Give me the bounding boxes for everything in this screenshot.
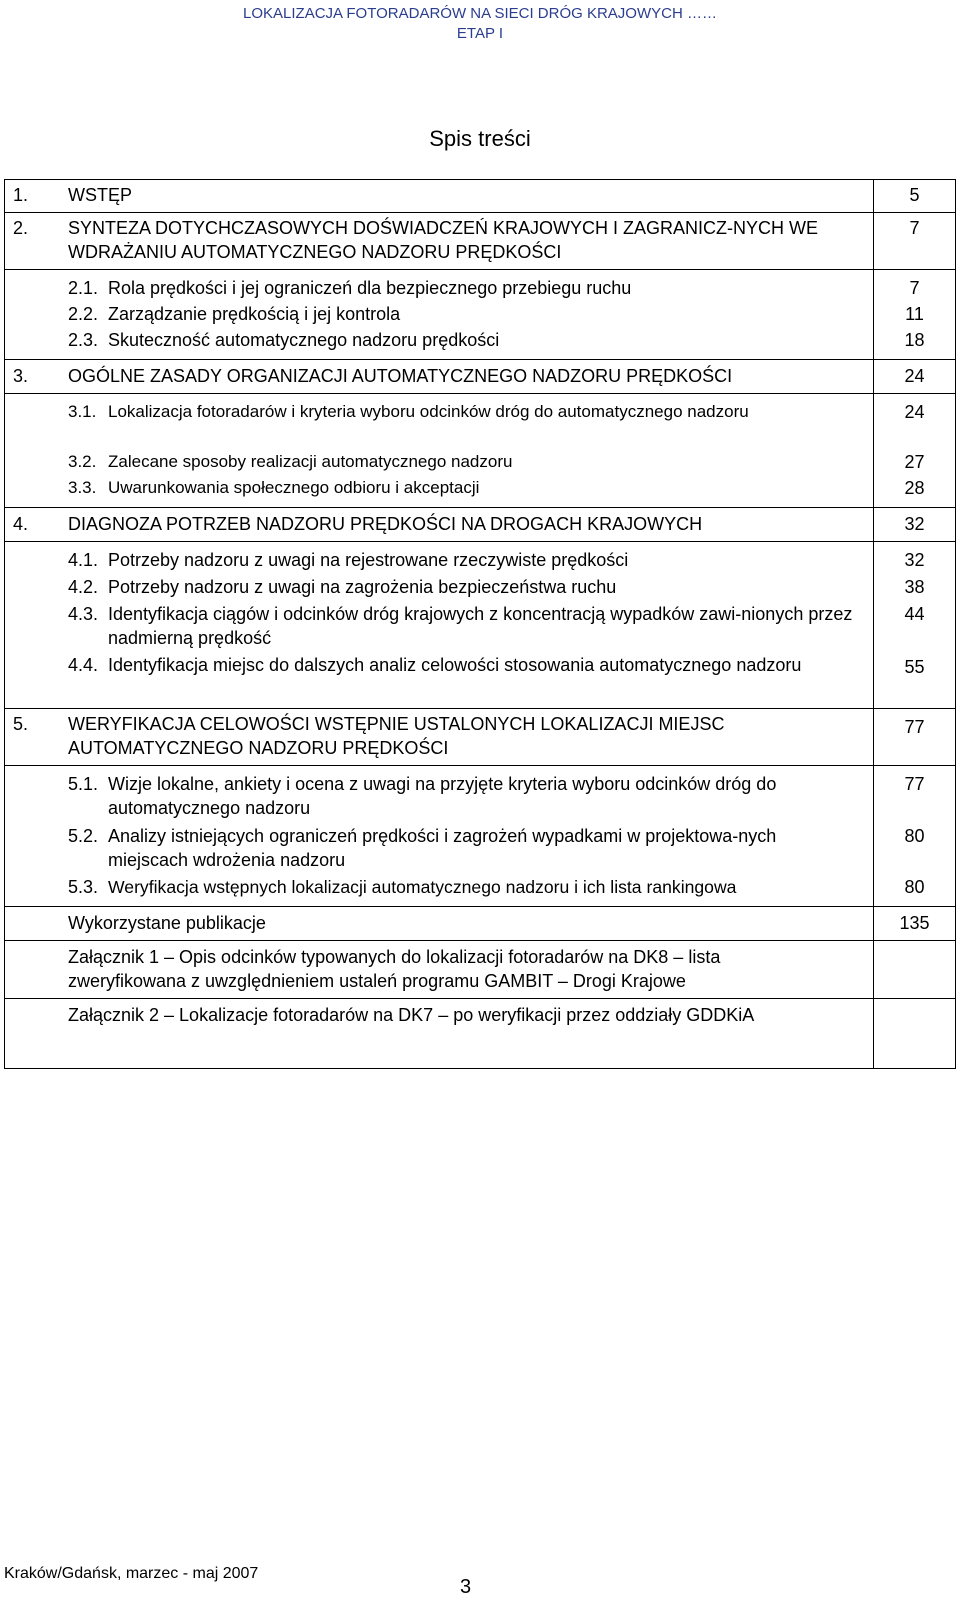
toc-entry-4-4[interactable]: Identyfikacja miejsc do dalszych analiz celowości stosowania automatycznego nadzoru [108,655,802,675]
page-number: 55 [904,657,925,677]
toc-cell [5,941,874,999]
page-number: 38 [904,577,925,597]
page-number: 77 [904,774,925,794]
toc-entry-2-3[interactable]: Skuteczność automatycznego nadzoru prędkości [108,330,500,350]
toc-entry-4-1[interactable]: Potrzeby nadzoru z uwagi na rejestrowane rzeczywiste prędkości [108,550,629,570]
toc-entry-appendix-2[interactable]: Załącznik 2 – Lokalizacje fotoradarów na DK7 – po weryfikacji przez oddziały GDDKiA [68,1005,755,1025]
page-number: 24 [904,366,925,386]
page-number: 28 [904,478,925,498]
page-number: 5 [909,185,920,205]
toc-cell [5,542,874,709]
toc-entry-2[interactable]: SYNTEZA DOTYCHCZASOWYCH DOŚWIADCZEŃ KRAJOWYCH I ZAGRANICZ-NYCH WE WDRAŻANIU AUTOMATYCZNEGO NADZORU PRĘDKOŚCI [68,218,819,262]
toc-entry-4-3[interactable]: Identyfikacja ciągów i odcinków dróg krajowych z koncentracją wypadków zawi-nionych przez nadmierną prędkość [108,604,853,648]
section-number: 3.1. [68,402,97,421]
section-number: 2.3. [68,330,99,350]
toc-page-cell [874,542,956,709]
section-number: 2.1. [68,278,99,298]
section-number: 5.1. [68,774,99,794]
toc-entry-3-1[interactable]: Lokalizacja fotoradarów i kryteria wyboru odcinków dróg do automatycznego nadzoru [108,402,749,421]
toc-entry-2-1[interactable]: Rola prędkości i jej ograniczeń dla bezpiecznego przebiegu ruchu [108,278,632,298]
page-number: 7 [909,278,920,298]
toc-entry-5-3[interactable]: Weryfikacja wstępnych lokalizacji automatycznego nadzoru i ich lista rankingowa [108,877,737,897]
page-number: 27 [904,452,925,472]
toc-cell [5,766,874,907]
page-number: 44 [904,604,925,624]
toc-cell [5,270,874,360]
toc-entry-1[interactable]: WSTĘP [68,185,133,205]
section-number: 5.2. [68,826,99,846]
footer-date: Kraków/Gdańsk, marzec - maj 2007 [4,1565,259,1582]
toc-page-cell [874,907,956,941]
section-number: 4. [13,514,29,534]
toc-entry-4-2[interactable]: Potrzeby nadzoru z uwagi na zagrożenia bezpieczeństwa ruchu [108,577,617,597]
toc-page-cell [874,270,956,360]
section-number: 2.2. [68,304,99,324]
page-number: 80 [904,877,925,897]
toc-entry-3[interactable]: OGÓLNE ZASADY ORGANIZACJI AUTOMATYCZNEGO NADZORU PRĘDKOŚCI [68,366,733,386]
page-number: 77 [904,717,925,737]
toc-page-cell [874,766,956,907]
toc-entry-appendix-1[interactable]: Załącznik 1 – Opis odcinków typowanych do lokalizacji fotoradarów na DK8 – lista zweryfikowana z uwzględnieniem ustaleń programu GAMBIT – Drogi Krajowe [68,947,721,991]
page-title: Spis treści [429,126,531,151]
toc-cell [5,999,874,1069]
toc-cell [5,508,874,542]
page-number: 32 [904,550,925,570]
toc-page-cell [874,508,956,542]
header-line-2: ETAP I [456,25,504,42]
page-number: 135 [899,913,930,933]
running-header [0,4,960,44]
toc-cell [5,360,874,394]
toc-cell [5,394,874,508]
section-number: 4.4. [68,655,99,675]
toc-entry-3-3[interactable]: Uwarunkowania społecznego odbioru i akceptacji [108,478,480,497]
section-number: 5.3. [68,877,99,897]
section-number: 3. [13,366,29,386]
toc-entry-5-1[interactable]: Wizje lokalne, ankiety i ocena z uwagi na przyjęte kryteria wyboru odcinków dróg do automatycznego nadzoru [108,774,777,818]
toc-page-cell [874,941,956,999]
footer-page-number: 3 [460,1576,472,1598]
toc-cell [5,180,874,213]
toc-cell [5,213,874,270]
toc-entry-5-2[interactable]: Analizy istniejących ograniczeń prędkości i zagrożeń wypadkami w projektowa-nych miejscach wdrożenia nadzoru [108,826,777,870]
page-number: 32 [904,514,925,534]
page-number: 80 [904,826,925,846]
toc-page-cell [874,999,956,1069]
page-number: 11 [905,304,924,324]
toc-entry-4[interactable]: DIAGNOZA POTRZEB NADZORU PRĘDKOŚCI NA DROGACH KRAJOWYCH [68,514,703,534]
toc-page-cell [874,360,956,394]
section-number: 4.3. [68,604,99,624]
section-number: 5. [13,714,29,734]
toc-entry-2-2[interactable]: Zarządzanie prędkością i jej kontrola [108,304,401,324]
toc-entry-publications[interactable]: Wykorzystane publikacje [68,913,266,933]
section-number: 3.3. [68,478,97,497]
section-number: 4.2. [68,577,99,597]
page-number: 18 [904,330,925,350]
toc-entry-3-2[interactable]: Zalecane sposoby realizacji automatycznego nadzoru [108,452,513,471]
page-number: 7 [909,218,920,238]
header-line-1: LOKALIZACJA FOTORADARÓW NA SIECI DRÓG KRAJOWYCH …… [243,5,717,22]
toc-page-cell [874,709,956,766]
toc-page-cell [874,394,956,508]
page-number: 24 [904,402,925,422]
section-number: 2. [13,218,29,238]
section-number: 1. [13,185,29,205]
toc-page-cell [874,180,956,213]
toc-cell [5,907,874,941]
toc-entry-5[interactable]: WERYFIKACJA CELOWOŚCI WSTĘPNIE USTALONYCH LOKALIZACJI MIEJSC AUTOMATYCZNEGO NADZORU PRĘDKOŚCI [68,714,725,758]
toc-cell [5,709,874,766]
section-number: 3.2. [68,452,97,471]
toc-page-cell [874,213,956,270]
table-of-contents [4,179,956,1069]
section-number: 4.1. [68,550,99,570]
